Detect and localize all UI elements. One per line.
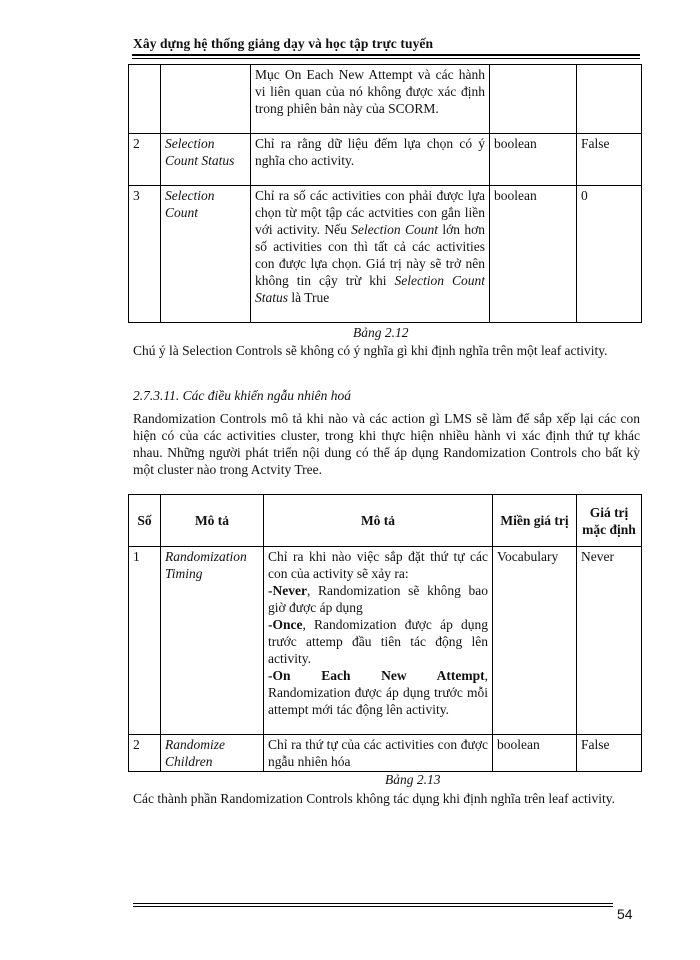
table-row: [129, 186, 642, 323]
cell-default: [577, 65, 642, 134]
desc-text: lớn hơn số activities con thì tất cả các activities con được lựa chọn. Giá trị này sẽ trở nên không tin cậy trừ khi: [255, 222, 485, 288]
cell-default: False: [577, 735, 642, 772]
option-label: -Once: [268, 617, 303, 632]
cell-name: Selection Count Status: [161, 134, 251, 186]
randomization-controls-table: [128, 494, 642, 772]
table-row: [129, 547, 642, 735]
cell-type: boolean: [490, 134, 577, 186]
desc-term: Selection Count Status: [255, 273, 485, 305]
desc-text: là True: [288, 290, 330, 305]
note-selection-controls: Chú ý là Selection Controls sẽ không có ý nghĩa gì khi định nghĩa trên một leaf activity.: [133, 343, 608, 358]
cell-default: False: [577, 134, 642, 186]
cell-desc: Mục On Each New Attempt và các hành vi liên quan của nó không được xác định trong phiên bản này của SCORM.: [251, 65, 490, 134]
option-text: , Randomization được áp dụng trước mỗi attempt mới tác động lên activity.: [268, 668, 488, 717]
cell-no: 2: [129, 134, 161, 186]
header-type: Miền giá trị: [493, 495, 577, 547]
footer-rule-bottom: [133, 906, 613, 907]
header-rule-thin: [132, 58, 640, 59]
header-name: Mô tả: [161, 495, 264, 547]
page-header-title: Xây dựng hệ thống giảng dạy và học tập trực tuyến: [133, 36, 434, 51]
cell-name: Randomize Children: [161, 735, 264, 772]
table-caption-2-12: Bảng 2.12: [353, 325, 409, 340]
option-text: , Randomization được áp dụng trước attemp đầu tiên tác động lên activity.: [268, 617, 488, 666]
note-randomization-controls: Các thành phần Randomization Controls không tác dụng khi định nghĩa trên leaf activity.: [133, 791, 616, 806]
header-rule-thick: [132, 54, 640, 56]
page-number: 54: [617, 906, 633, 922]
header-default: Giá trị mặc định: [577, 495, 642, 547]
header-no: Số: [129, 495, 161, 547]
selection-controls-table: [128, 64, 642, 323]
cell-name: Selection Count: [161, 186, 251, 323]
cell-no: [129, 65, 161, 134]
cell-no: 1: [129, 547, 161, 735]
cell-name: Randomization Timing: [161, 547, 264, 735]
cell-desc: Chỉ ra thứ tự của các activities con được ngẫu nhiên hóa: [264, 735, 493, 772]
cell-type: [490, 65, 577, 134]
cell-type: boolean: [490, 186, 577, 323]
cell-type: boolean: [493, 735, 577, 772]
cell-name: [161, 65, 251, 134]
intro-paragraph: Randomization Controls mô tả khi nào và các action gì LMS sẽ làm để sắp xếp lại các con hiện có của các activities cluster, trong khi thực hiện nhiều hành vi xác định thứ tự khác nhau. Những người phát triển nội dung có thể áp dụng Randomization Controls cho bất kỳ một cluster nào trong Actvity Tree.: [133, 411, 640, 477]
table-row: [129, 134, 642, 186]
cell-desc: [251, 186, 490, 323]
header-desc: Mô tả: [264, 495, 493, 547]
option-on-each-new-attempt: [268, 667, 488, 718]
option-label: -On Each New Attempt: [268, 668, 485, 683]
table-header-row: [129, 495, 642, 547]
desc-term: Selection Count: [351, 222, 439, 237]
cell-default: 0: [577, 186, 642, 323]
section-heading: 2.7.3.11. Các điều khiển ngẫu nhiên hoá: [133, 388, 351, 403]
footer-rule-top: [133, 903, 613, 904]
option-never: [268, 582, 488, 616]
option-label: -Never: [268, 583, 307, 598]
desc-text: Chỉ ra số các activities con phải được lựa chọn từ một tập các actvities con gắn liền với activity. Nếu: [255, 188, 485, 237]
cell-no: 3: [129, 186, 161, 323]
cell-default: Never: [577, 547, 642, 735]
table-caption-2-13: Bảng 2.13: [385, 772, 441, 787]
option-once: [268, 616, 488, 667]
cell-no: 2: [129, 735, 161, 772]
table-row: [129, 735, 642, 772]
table-row: [129, 65, 642, 134]
cell-desc: [264, 547, 493, 735]
option-text: , Randomization sẽ không bao giờ được áp dụng: [268, 583, 488, 615]
cell-type: Vocabulary: [493, 547, 577, 735]
cell-desc: Chỉ ra rằng dữ liệu đếm lựa chọn có ý nghĩa cho activity.: [251, 134, 490, 186]
desc-intro: Chỉ ra khi nào việc sắp đặt thứ tự các con của activity sẽ xảy ra:: [268, 549, 488, 581]
